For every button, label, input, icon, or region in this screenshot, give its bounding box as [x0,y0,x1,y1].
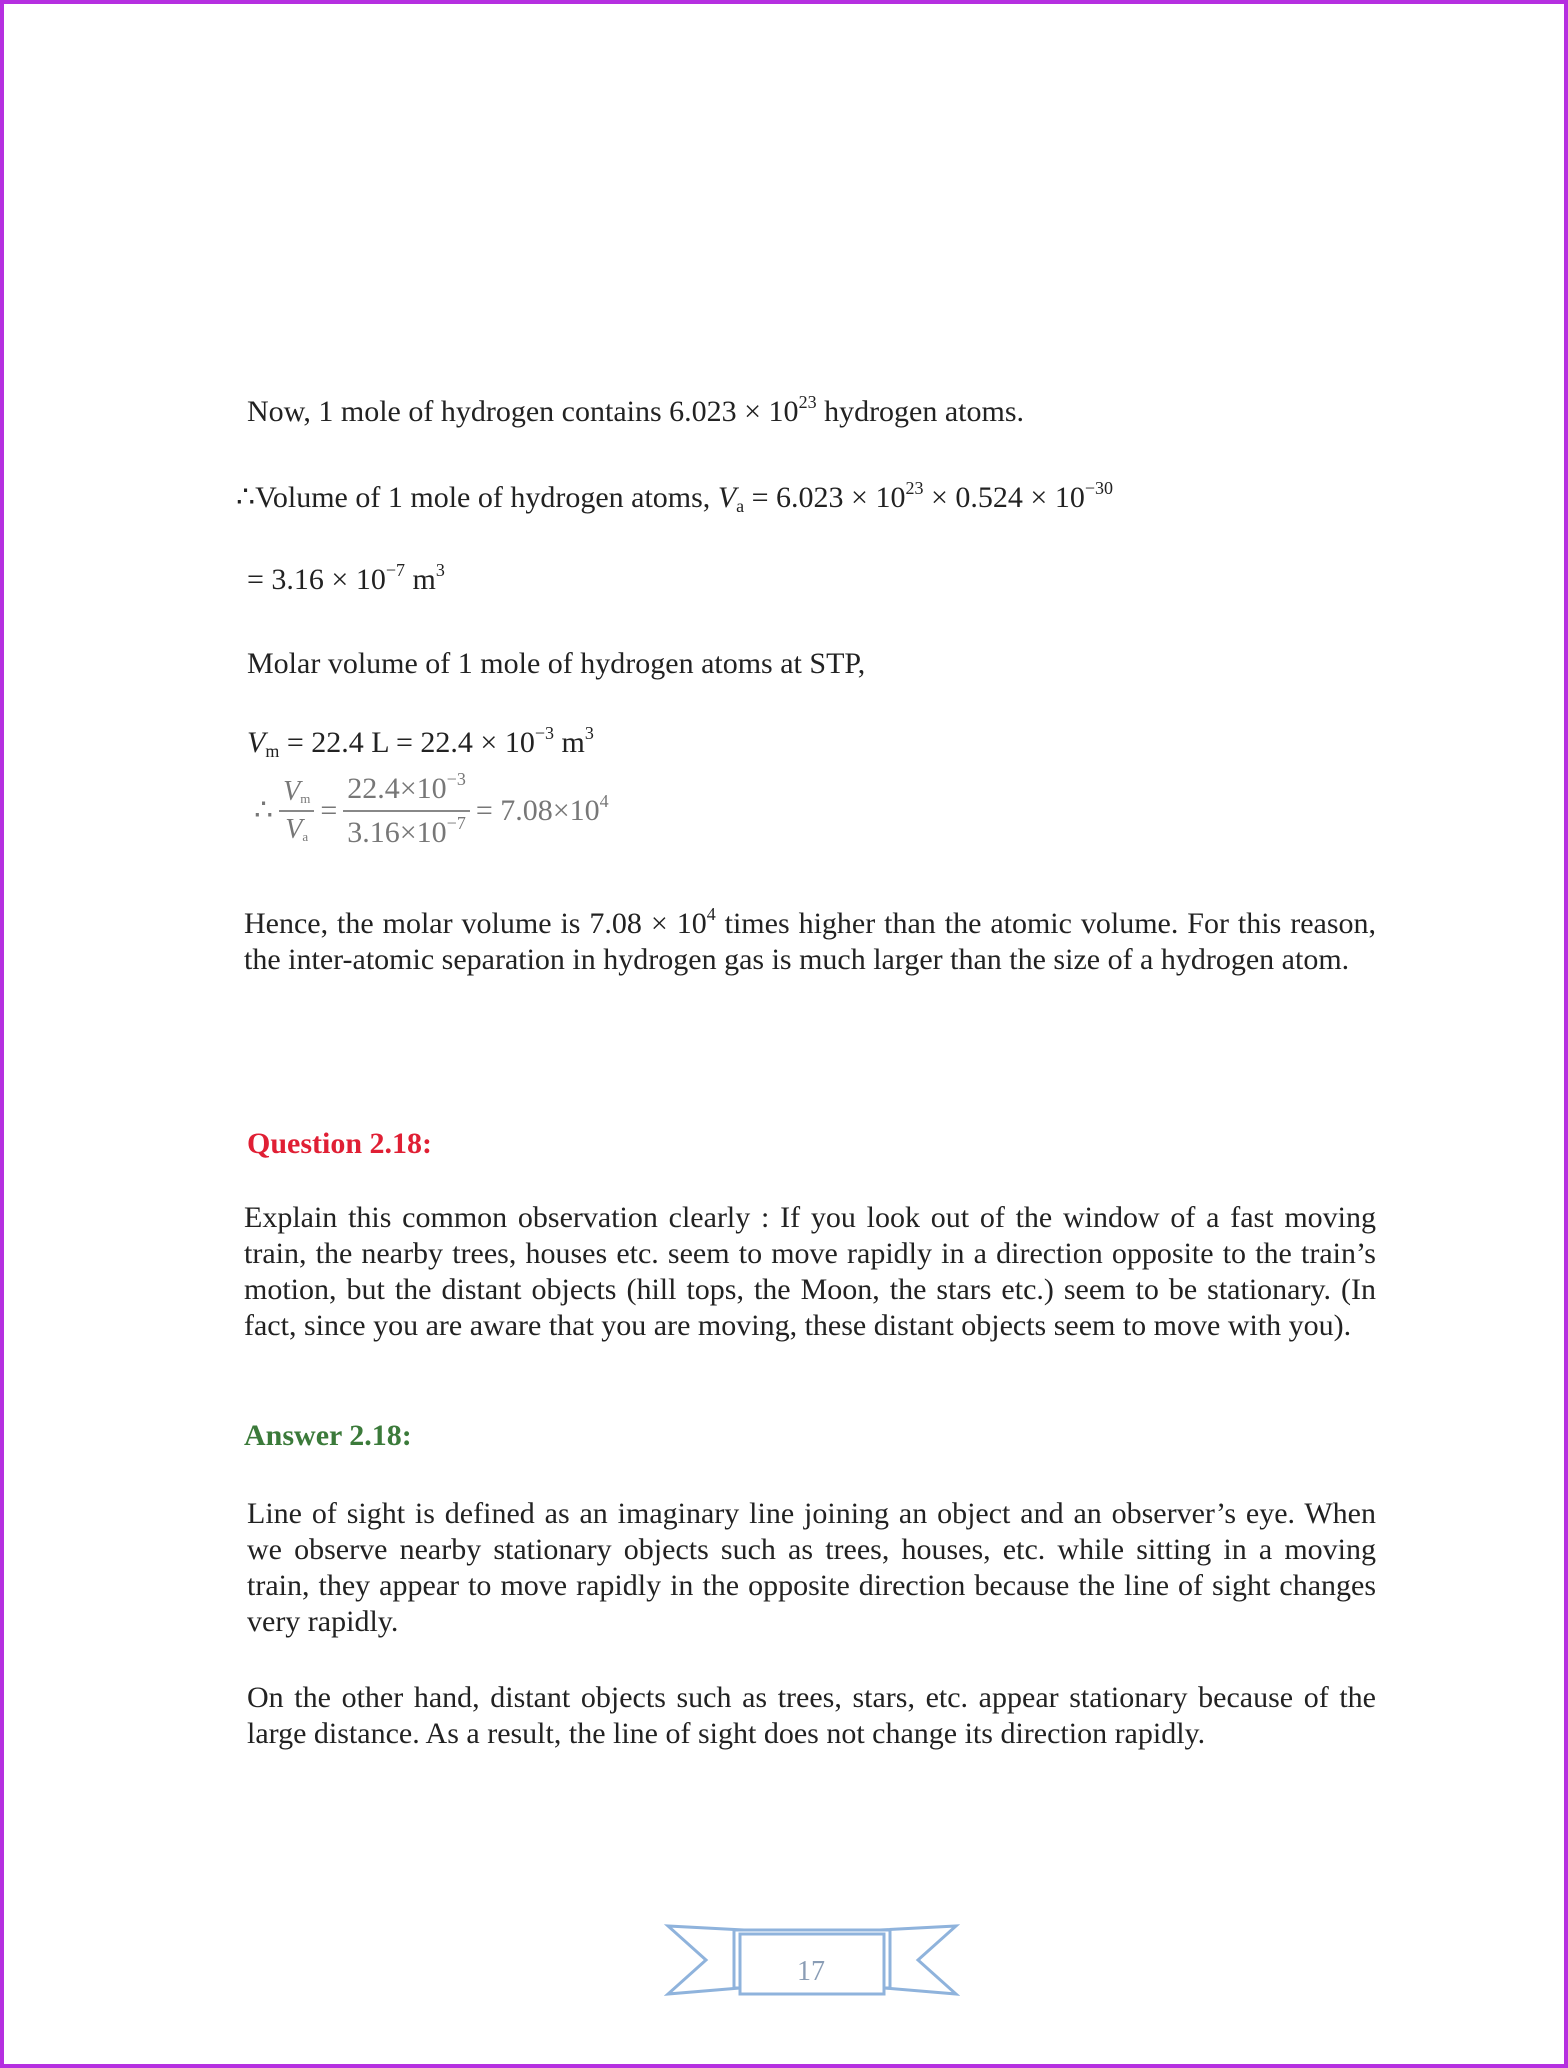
molar-volume-equation: $V_m = 22.4$ $L = 22.4 \times 10^{-3}$ $m^3$ [247,723,594,761]
numeric-numerator: $22.4\times 10^{-3}$ [347,769,466,805]
atomic-volume-result: = $3.16 \times 10^{-7}$ $m^3$ [247,560,445,596]
equals-sign: = [320,793,338,827]
volume-ratio-fraction [279,774,314,848]
ratio-result: = $7.08\times 10^4$ [475,790,609,827]
therefore-symbol: ∴ [254,794,274,828]
molar-volume-symbol: $V_m$ [283,776,311,807]
question-heading: Question 2.18: [247,1127,433,1160]
answer-paragraph-1: Line of sight is defined as an imaginary line joining an object and an observer’s eye. When we observe nearby stationary objects such as trees, houses, etc. while sitting in a moving train, they appear to move rapidly in the opposite direction because the line of sight changes very rapidly. [247,1497,1376,1638]
atomic-volume-equation: ∴Volume of 1 mole of hydrogen atoms, $V_a = 6.023 \times 10^{23} \times 0.524 \times 10^{-30}$ [236,478,1113,516]
numeric-denominator: $3.16\times 10^{-7}$ [347,812,466,849]
answer-heading: Answer 2.18: [244,1419,412,1452]
answer-paragraph-2: On the other hand, distant objects such as trees, stars, etc. appear stationary because of the large distance. As a result, the line of sight does not change its direction rapidly. [247,1681,1376,1750]
molar-volume-conclusion: Hence, the molar volume is $7.08 \times 10^4$ times higher than the atomic volume. For this reason, the inter-atomic separation in hydrogen gas is much larger than the size of a hydrogen atom. [244,904,1376,976]
molar-volume-intro: Molar volume of 1 mole of hydrogen atoms at STP, [247,647,866,680]
numeric-fraction [343,768,470,854]
volume-ratio-formula [248,768,615,854]
hydrogen-atoms-sentence: Now, 1 mole of hydrogen contains $6.023 \times 10^{23}$ hydrogen atoms. [247,392,1025,428]
atomic-volume-symbol: $V_a$ [285,813,309,845]
page-number: 17 [797,1956,825,1987]
question-text: Explain this common observation clearly : If you look out of the window of a fast moving train, the nearby trees, houses etc. seem to move rapidly in a direction opposite to the train’s motion, but the distant objects (hill tops, the Moon, the stars etc.) seem to be stationary. (In fact, since you are aware that you are moving, these distant objects seem to move with you). [244,1201,1376,1342]
